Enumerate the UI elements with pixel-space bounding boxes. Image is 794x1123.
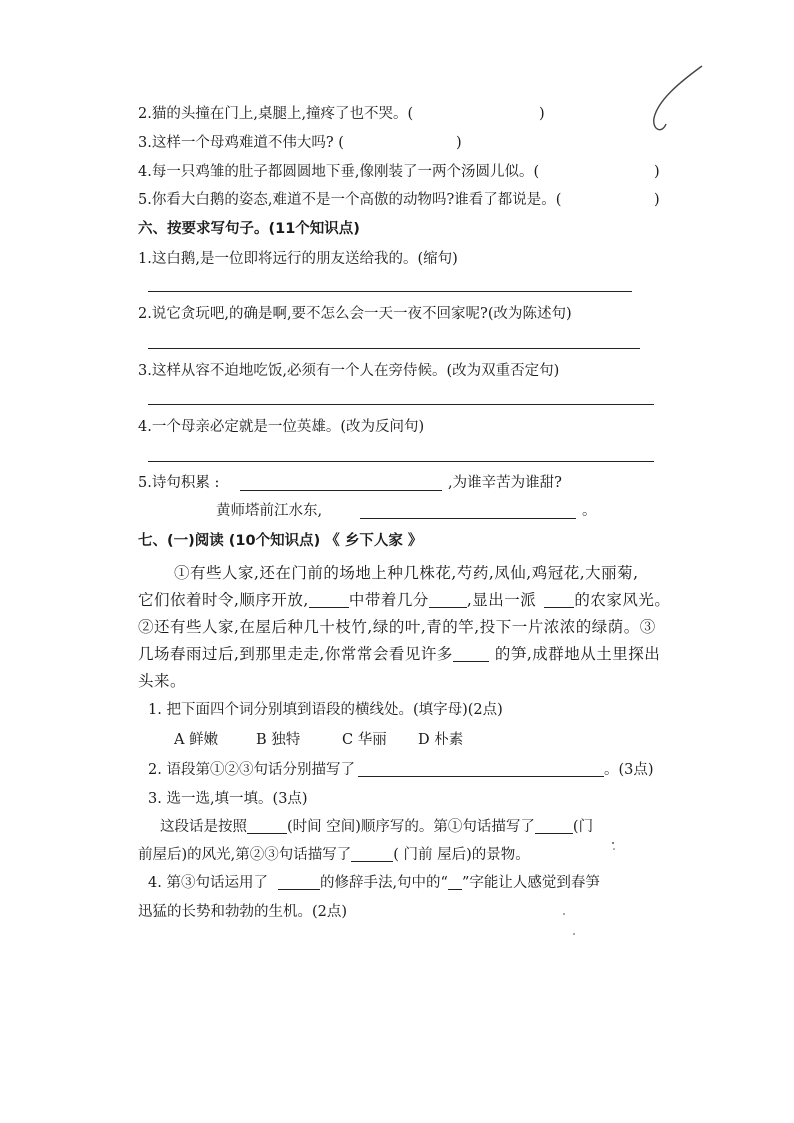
passage-blank-2[interactable] — [429, 593, 467, 608]
q5-4-text: 4.每一只鸡雏的肚子都圆圆地下垂,像刚装了一两个汤圆儿似。( — [138, 164, 540, 180]
passage-blank-4[interactable] — [453, 647, 489, 662]
passage-line-4 — [138, 644, 660, 664]
passage-l2a: 它们依着时令,顺序开放, — [138, 591, 309, 609]
q5-3-text: 3.这样一个母鸡难道不伟大吗? ( — [138, 135, 344, 151]
s7-q2-head: 2. 语段第①②③句话分别描写了 — [148, 762, 355, 778]
s7-q3-blank-2[interactable] — [535, 819, 573, 834]
s7-q3-line2 — [138, 845, 530, 865]
s6-q1: 1.这白鹅,是一位即将远行的朋友送给我的。(缩句) — [138, 251, 458, 267]
q5-5-close: ) — [654, 192, 660, 208]
passage-line-2 — [138, 590, 670, 610]
q5-2-text: 2.猫的头撞在门上,桌腿上,撞疼了也不哭。( — [138, 106, 414, 122]
s7-q3-l2b: ( 门前 屋后)的景物。 — [393, 847, 530, 863]
s7-q4-blank-2[interactable] — [448, 875, 462, 890]
section7-title: 七、(一)阅读 (10个知识点) 《 乡下人家 》 — [138, 533, 423, 549]
s6-q5-line1-tail: ,为谁辛苦为谁甜? — [448, 475, 562, 491]
q5-2-close: ) — [539, 106, 545, 122]
s7-q3-blank-3[interactable] — [351, 847, 393, 862]
q5-3-close: ) — [456, 135, 462, 151]
option-b: B 独特 — [256, 732, 301, 748]
s7-q4-blank-1[interactable] — [278, 875, 320, 890]
s7-q4-b: 的修辞手法,句中的“ — [319, 875, 448, 891]
s6-q5-blank2[interactable] — [360, 518, 576, 519]
scan-dot-mark-2 — [560, 910, 580, 940]
q5-5-text: 5.你看大白鹅的姿态,难道不是一个高傲的动物吗?谁看了都说是。( — [138, 192, 562, 208]
passage-line-1: ①有些人家,还在门前的场地上种几株花,芍药,凤仙,鸡冠花,大丽菊, — [174, 564, 639, 582]
s7-q1: 1. 把下面四个词分别填到语段的横线处。(填字母)(2点) — [148, 702, 503, 718]
option-a: A 鲜嫩 — [174, 732, 219, 748]
s7-q2-tail: 。(3点) — [604, 762, 654, 778]
passage-l4b: 的笋,成群地从土里探出 — [494, 645, 661, 663]
option-c: C 华丽 — [342, 732, 387, 748]
s7-q4-line2: 迅猛的长势和勃勃的生机。(2点) — [138, 904, 348, 920]
s6-q4-answer-line[interactable] — [148, 461, 654, 462]
s7-q3-l1a: 这段话是按照 — [160, 819, 247, 835]
s7-q2-blank[interactable] — [358, 776, 604, 777]
s7-q4-c: ”字能让人感觉到春笋 — [461, 875, 600, 891]
s6-q4: 4.一个母亲必定就是一位英雄。(改为反问句) — [138, 419, 425, 435]
s7-q3-l2a: 前屋后)的风光,第②③句话描写了 — [138, 847, 352, 863]
s6-q1-answer-line[interactable] — [148, 291, 632, 292]
passage-l2d: 的农家风光。 — [574, 591, 671, 609]
q5-4-close: ) — [654, 164, 660, 180]
passage-line-3: ②还有些人家,在屋后种几十枝竹,绿的叶,青的竿,投下一片浓浓的绿荫。③ — [138, 618, 656, 636]
s7-q3-line1 — [160, 817, 593, 837]
s7-q4-a: 4. 第③句话运用了 — [148, 875, 268, 891]
passage-l4a: 几场春雨过后,到那里走走,你常常会看见许多 — [138, 645, 453, 663]
s6-q3: 3.这样从容不迫地吃饭,必须有一个人在旁侍候。(改为双重否定句) — [138, 363, 560, 379]
section6-title: 六、按要求写句子。(11个知识点) — [138, 221, 360, 237]
pen-stroke-mark — [640, 60, 710, 140]
passage-blank-1[interactable] — [309, 593, 349, 608]
option-d: D 朴素 — [418, 732, 464, 748]
s6-q2-answer-line[interactable] — [148, 348, 640, 349]
s6-q5-line2-head: 黄师塔前江水东, — [216, 503, 323, 519]
scan-dot-mark — [610, 840, 618, 852]
s7-q3-l1c: (门 — [572, 819, 594, 835]
passage-l2b: 中带着几分 — [348, 591, 429, 609]
passage-line-5: 头来。 — [138, 672, 187, 690]
s7-q4-line1 — [148, 873, 600, 893]
s6-q5-blank1[interactable] — [240, 490, 442, 491]
s7-q3-blank-1[interactable] — [247, 819, 287, 834]
s6-q5-label: 5.诗句积累 : — [138, 475, 220, 491]
s6-q2: 2.说它贪玩吧,的确是啊,要不怎么会一天一夜不回家呢?(改为陈述句) — [138, 306, 572, 322]
passage-blank-3[interactable] — [544, 593, 574, 608]
s6-q3-answer-line[interactable] — [148, 404, 654, 405]
s6-q5-line2-tail: 。 — [582, 503, 597, 519]
passage-l2c: ,显出一派 — [466, 591, 537, 609]
s7-q3: 3. 选一选,填一填。(3点) — [148, 791, 308, 807]
s7-q3-l1b: (时间 空间)顺序写的。第①句话描写了 — [287, 819, 535, 835]
